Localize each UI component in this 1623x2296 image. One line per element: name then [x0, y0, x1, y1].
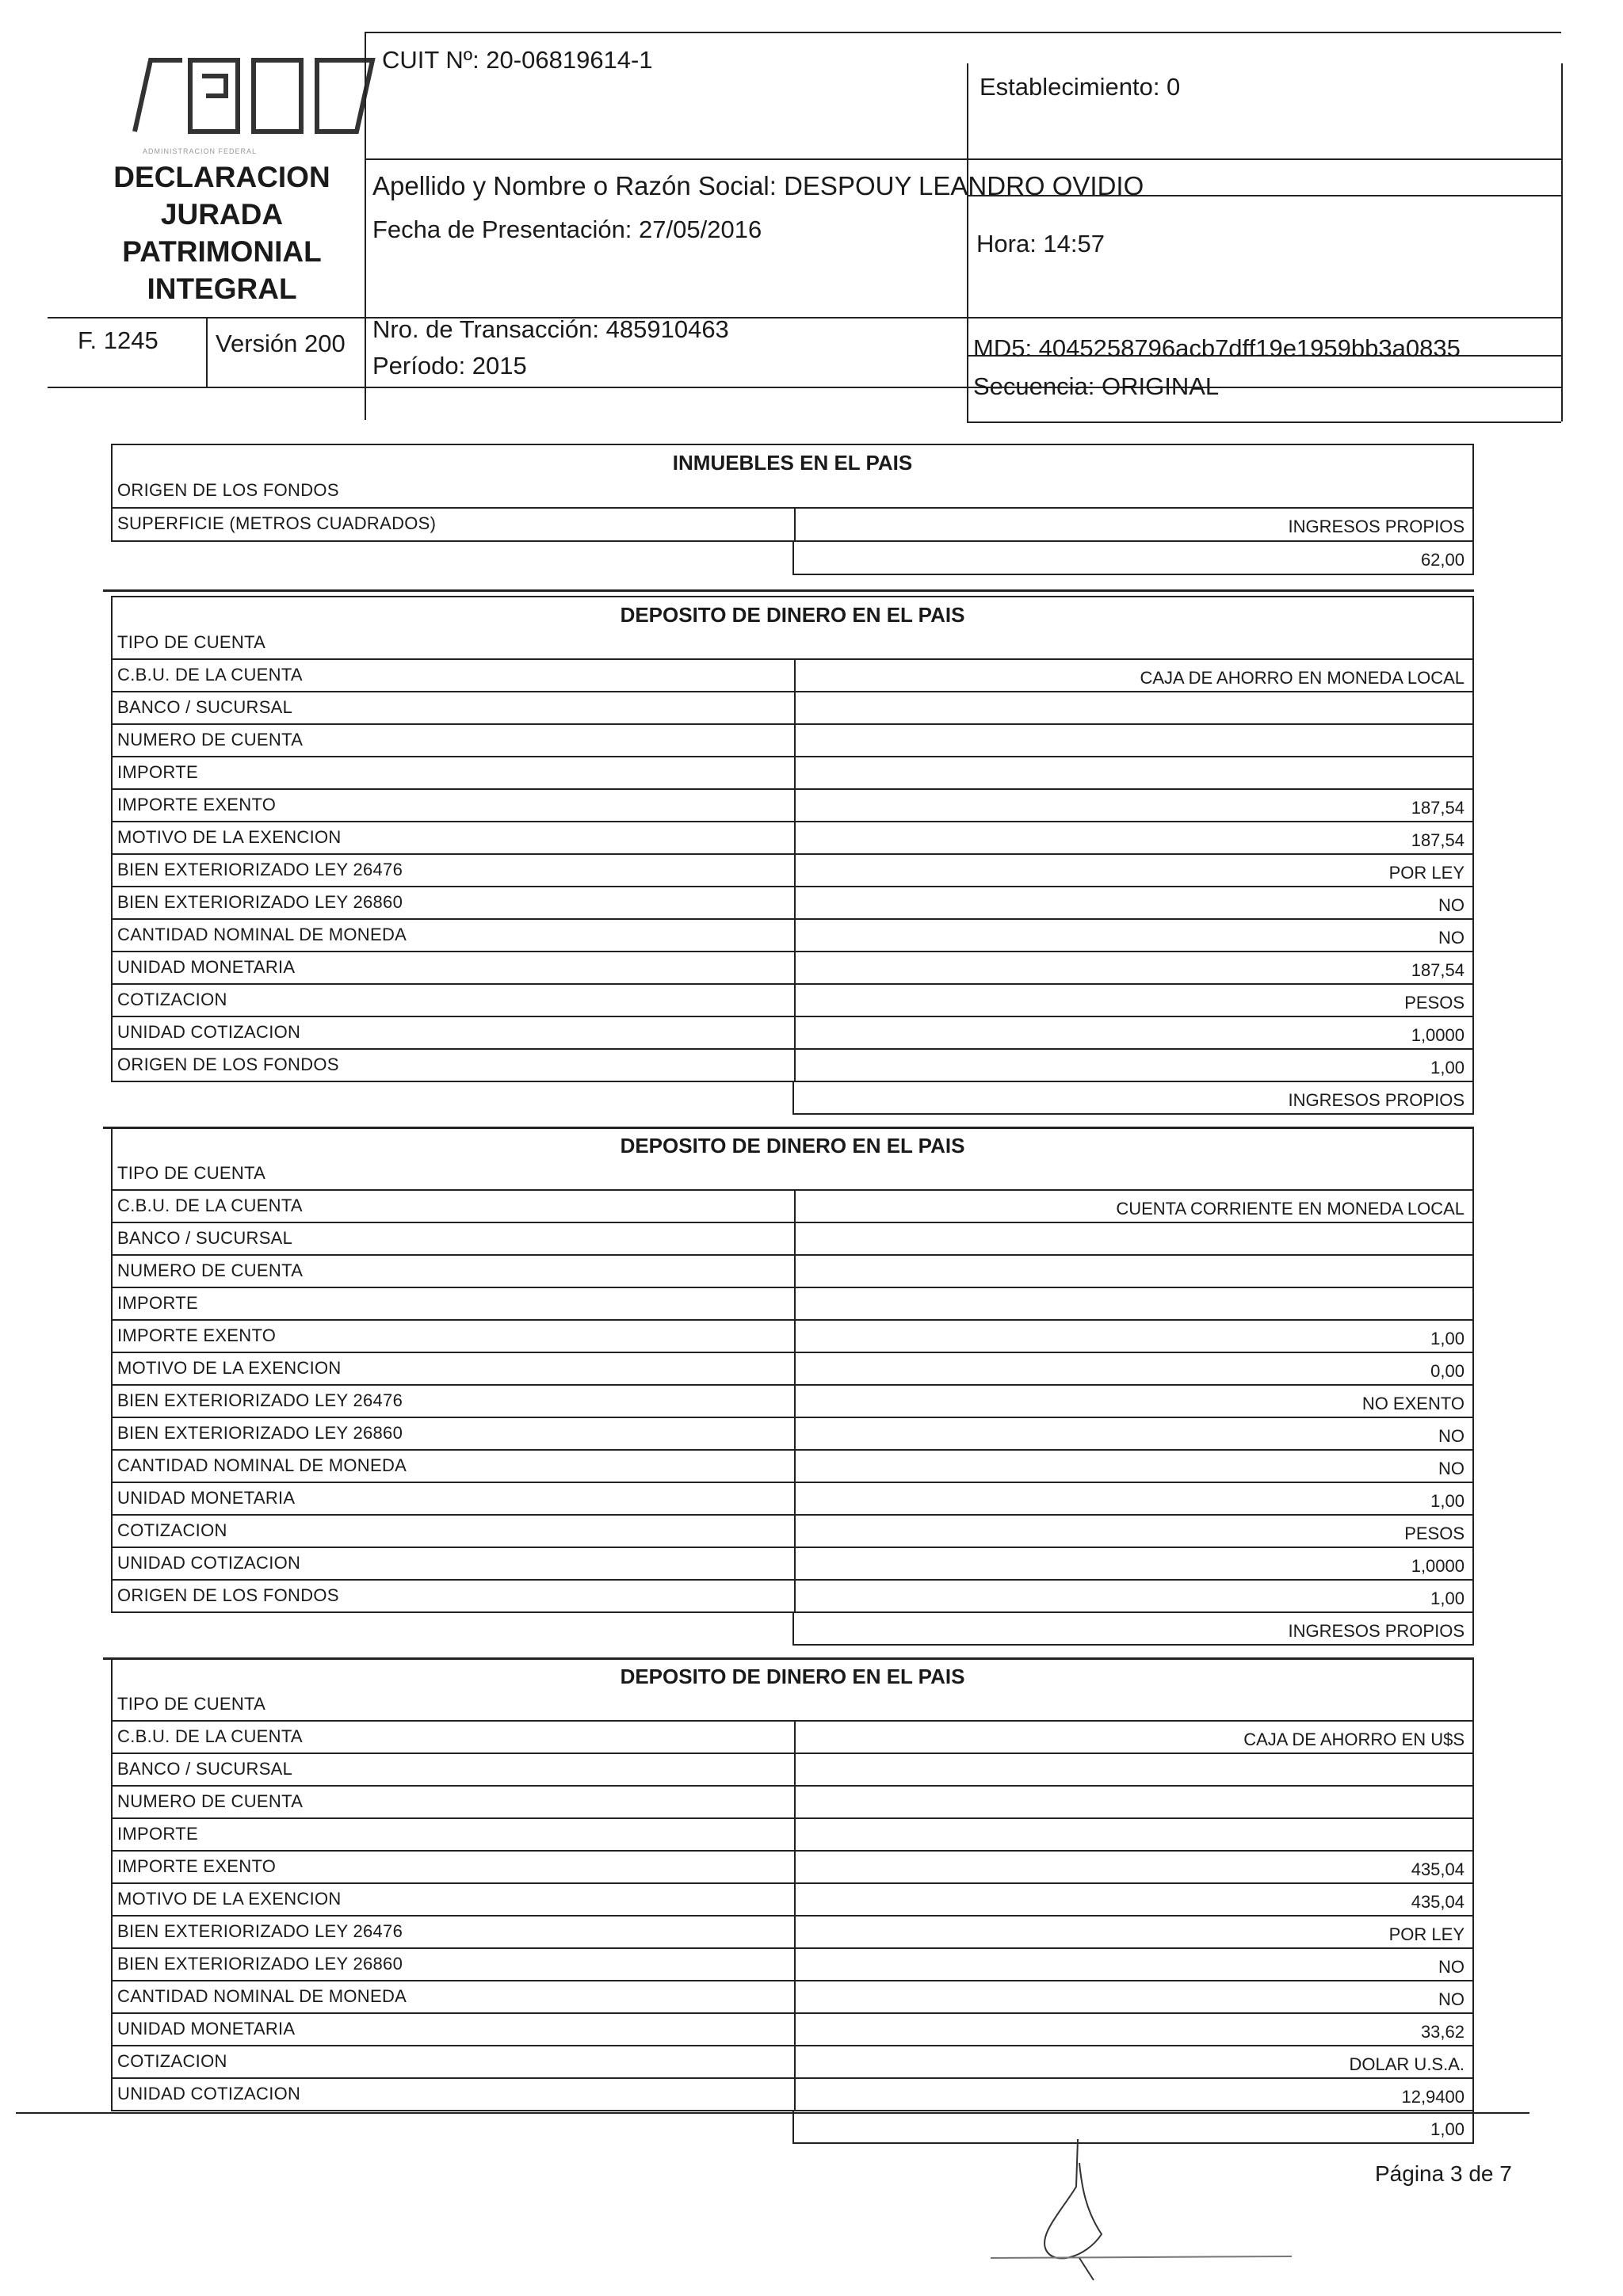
- column-divider: [794, 853, 796, 887]
- row-label: UNIDAD COTIZACION: [117, 2084, 301, 2103]
- row-label: C.B.U. DE LA CUENTA: [117, 1196, 303, 1215]
- row-value: 1,00: [1430, 1491, 1465, 1511]
- row-label: BIEN EXTERIORIZADO LEY 26860: [117, 892, 403, 912]
- table-row: [111, 1191, 1474, 1223]
- header-rule: [206, 317, 208, 387]
- table-row: [111, 757, 1474, 790]
- table-row: [111, 1819, 1474, 1852]
- header-rule: [1561, 63, 1563, 421]
- row-value: 187,54: [1411, 798, 1465, 818]
- table-row: [111, 692, 1474, 725]
- table-row: [111, 1722, 1474, 1754]
- section-title: DEPOSITO DE DINERO EN EL PAIS: [111, 596, 1474, 627]
- column-divider: [794, 2012, 796, 2046]
- row-label: COTIZACION: [117, 990, 227, 1009]
- row-value: NO: [1438, 928, 1465, 948]
- title-line: INTEGRAL: [147, 273, 297, 305]
- header-rule: [48, 387, 1561, 388]
- column-divider: [794, 1254, 796, 1288]
- row-label: IMPORTE EXENTO: [117, 1856, 277, 1876]
- table-row: [792, 1082, 1474, 1115]
- table-row: [111, 1050, 1474, 1082]
- table-row: [111, 1017, 1474, 1050]
- column-divider: [794, 1850, 796, 1884]
- section-title: INMUEBLES EN EL PAIS: [111, 444, 1474, 475]
- header-rule: [48, 317, 1561, 318]
- row-label: IMPORTE: [117, 1293, 198, 1313]
- column-divider: [794, 821, 796, 855]
- column-divider: [794, 1882, 796, 1917]
- row-value: 12,9400: [1401, 2087, 1465, 2107]
- row-label: TIPO DE CUENTA: [117, 1694, 266, 1714]
- table-row: [111, 509, 1474, 542]
- table-row: [111, 1949, 1474, 1981]
- row-label: BANCO / SUCURSAL: [117, 1228, 293, 1248]
- table-row: [111, 855, 1474, 887]
- column-divider: [794, 1980, 796, 2014]
- row-value: NO EXENTO: [1361, 1394, 1465, 1413]
- column-divider: [794, 658, 796, 692]
- table-row: [111, 2079, 1474, 2111]
- table-row: [111, 1548, 1474, 1581]
- column-divider: [794, 1817, 796, 1852]
- logo-caption: ADMINISTRACION FEDERAL: [143, 147, 258, 155]
- row-value: PESOS: [1404, 993, 1465, 1013]
- title-line: DECLARACION: [113, 161, 330, 193]
- form-version: Versión 200: [216, 330, 346, 357]
- table-row: [111, 1754, 1474, 1787]
- table-row: [111, 952, 1474, 985]
- table-row: [111, 1884, 1474, 1917]
- table-row: [111, 660, 1474, 692]
- column-divider: [794, 2045, 796, 2079]
- signature-icon: [991, 2139, 1292, 2282]
- row-value: INGRESOS PROPIOS: [1288, 1090, 1465, 1110]
- section-underline: [103, 589, 1474, 592]
- row-label: SUPERFICIE (METROS CUADRADOS): [117, 513, 437, 533]
- md5-field: MD5: 4045258796acb7dff19e1959bb3a0835: [973, 334, 1461, 362]
- row-label: ORIGEN DE LOS FONDOS: [117, 480, 339, 500]
- row-value: 1,0000: [1411, 1556, 1465, 1576]
- row-value: 62,00: [1420, 550, 1465, 570]
- row-label: UNIDAD MONETARIA: [117, 1488, 296, 1508]
- row-value: NO: [1438, 1459, 1465, 1478]
- row-value: 1,00: [1430, 1058, 1465, 1077]
- column-divider: [794, 1579, 796, 1613]
- row-label: NUMERO DE CUENTA: [117, 1791, 304, 1811]
- row-value: 1,00: [1430, 1589, 1465, 1608]
- table-row: [111, 822, 1474, 855]
- column-divider: [794, 1915, 796, 1949]
- header-rule: [967, 63, 968, 421]
- column-divider: [794, 1352, 796, 1386]
- row-value: INGRESOS PROPIOS: [1288, 517, 1465, 536]
- row-label: UNIDAD MONETARIA: [117, 2019, 296, 2039]
- header-rule: [365, 158, 1561, 160]
- table-row: [111, 920, 1474, 952]
- row-value: 435,04: [1411, 1859, 1465, 1879]
- table-row: [111, 1689, 1474, 1722]
- row-label: BIEN EXTERIORIZADO LEY 26476: [117, 1390, 403, 1410]
- razon-social-field: Apellido y Nombre o Razón Social: DESPOUY LEANDRO OVIDIO: [372, 171, 1144, 200]
- form-number: F. 1245: [78, 326, 158, 354]
- row-value: POR LEY: [1388, 1924, 1465, 1944]
- afip-logo: [127, 52, 380, 163]
- row-label: MOTIVO DE LA EXENCION: [117, 1358, 342, 1378]
- row-value: 0,00: [1430, 1361, 1465, 1381]
- document-header: [48, 32, 1561, 420]
- row-label: UNIDAD COTIZACION: [117, 1022, 301, 1042]
- column-divider: [794, 886, 796, 920]
- row-label: BIEN EXTERIORIZADO LEY 26476: [117, 860, 403, 879]
- column-divider: [794, 983, 796, 1017]
- table-row: [111, 1917, 1474, 1949]
- table-row: [111, 887, 1474, 920]
- row-label: BIEN EXTERIORIZADO LEY 26476: [117, 1921, 403, 1941]
- column-divider: [794, 1720, 796, 1754]
- header-rule: [365, 32, 1561, 33]
- column-divider: [794, 951, 796, 985]
- row-value: 33,62: [1420, 2022, 1465, 2042]
- row-value: 435,04: [1411, 1892, 1465, 1912]
- row-value: PESOS: [1404, 1524, 1465, 1543]
- column-divider: [794, 1287, 796, 1321]
- table-row: [111, 2014, 1474, 2046]
- row-label: NUMERO DE CUENTA: [117, 1261, 304, 1280]
- row-label: TIPO DE CUENTA: [117, 1163, 266, 1183]
- table-row: [792, 1613, 1474, 1646]
- column-divider: [794, 1189, 796, 1223]
- table-row: [111, 1256, 1474, 1288]
- row-label: BANCO / SUCURSAL: [117, 697, 293, 717]
- column-divider: [794, 1753, 796, 1787]
- table-row: [111, 2046, 1474, 2079]
- transaccion-field: Nro. de Transacción: 485910463: [372, 315, 729, 343]
- table-row: [111, 1451, 1474, 1483]
- column-divider: [794, 1449, 796, 1483]
- header-rule: [967, 421, 1561, 423]
- column-divider: [794, 756, 796, 790]
- column-divider: [794, 1547, 796, 1581]
- secuencia-field: Secuencia: ORIGINAL: [973, 372, 1220, 400]
- row-label: C.B.U. DE LA CUENTA: [117, 1726, 303, 1746]
- table-row: [111, 1787, 1474, 1819]
- column-divider: [794, 1016, 796, 1050]
- row-value: NO: [1438, 1957, 1465, 1977]
- table-row: [111, 627, 1474, 660]
- row-label: UNIDAD MONETARIA: [117, 957, 296, 977]
- row-label: IMPORTE: [117, 762, 198, 782]
- column-divider: [794, 1417, 796, 1451]
- table-row: [111, 1353, 1474, 1386]
- row-label: MOTIVO DE LA EXENCION: [117, 827, 342, 847]
- table-row: [111, 1223, 1474, 1256]
- document-title: [79, 158, 365, 307]
- row-label: CANTIDAD NOMINAL DE MONEDA: [117, 1986, 407, 2006]
- table-row: [111, 1516, 1474, 1548]
- column-divider: [794, 1947, 796, 1981]
- row-value: NO: [1438, 1989, 1465, 2009]
- afip-logo-icon: [127, 52, 380, 139]
- table-row: [111, 790, 1474, 822]
- column-divider: [794, 1514, 796, 1548]
- page-number: Página 3 de 7: [1375, 2161, 1512, 2186]
- column-divider: [794, 723, 796, 757]
- table-row: [111, 1418, 1474, 1451]
- row-label: ORIGEN DE LOS FONDOS: [117, 1055, 339, 1074]
- row-label: MOTIVO DE LA EXENCION: [117, 1889, 342, 1909]
- row-label: IMPORTE EXENTO: [117, 795, 277, 814]
- row-label: BIEN EXTERIORIZADO LEY 26860: [117, 1423, 403, 1443]
- column-divider: [794, 1319, 796, 1353]
- table-row: [111, 1386, 1474, 1418]
- column-divider: [794, 2077, 796, 2111]
- row-label: COTIZACION: [117, 1520, 227, 1540]
- cuit-field: CUIT Nº: 20-06819614-1: [382, 46, 653, 74]
- row-label: CANTIDAD NOMINAL DE MONEDA: [117, 925, 407, 944]
- row-value: 187,54: [1411, 830, 1465, 850]
- fecha-presentacion-field: Fecha de Presentación: 27/05/2016: [372, 215, 762, 243]
- row-label: C.B.U. DE LA CUENTA: [117, 665, 303, 685]
- table-row: [111, 1321, 1474, 1353]
- column-divider: [794, 1222, 796, 1256]
- row-label: UNIDAD COTIZACION: [117, 1553, 301, 1573]
- title-line: PATRIMONIAL: [122, 235, 322, 268]
- title-line: JURADA: [160, 198, 284, 231]
- row-value: 1,00: [1430, 1329, 1465, 1348]
- row-label: IMPORTE: [117, 1824, 198, 1844]
- row-label: TIPO DE CUENTA: [117, 632, 266, 652]
- row-value: NO: [1438, 895, 1465, 915]
- column-divider: [794, 1384, 796, 1418]
- establecimiento-field: Establecimiento: 0: [980, 73, 1181, 101]
- row-label: BANCO / SUCURSAL: [117, 1759, 293, 1779]
- hora-field: Hora: 14:57: [976, 230, 1105, 257]
- table-row: [111, 475, 1474, 509]
- section-title: DEPOSITO DE DINERO EN EL PAIS: [111, 1657, 1474, 1689]
- column-divider: [794, 1785, 796, 1819]
- row-value: 1,00: [1430, 2119, 1465, 2139]
- column-divider: [794, 507, 796, 542]
- column-divider: [794, 788, 796, 822]
- periodo-field: Período: 2015: [372, 352, 527, 379]
- row-value: 187,54: [1411, 960, 1465, 980]
- column-divider: [794, 1482, 796, 1516]
- table-row: [111, 1981, 1474, 2014]
- row-label: COTIZACION: [117, 2051, 227, 2071]
- row-label: ORIGEN DE LOS FONDOS: [117, 1585, 339, 1605]
- table-row: [111, 1158, 1474, 1191]
- table-row: [111, 985, 1474, 1017]
- row-value: NO: [1438, 1426, 1465, 1446]
- table-row: [111, 1581, 1474, 1613]
- row-value: CAJA DE AHORRO EN MONEDA LOCAL: [1140, 668, 1465, 688]
- section-title: DEPOSITO DE DINERO EN EL PAIS: [111, 1127, 1474, 1158]
- row-value: CUENTA CORRIENTE EN MONEDA LOCAL: [1116, 1199, 1465, 1219]
- table-row: [111, 1483, 1474, 1516]
- table-row: [111, 1288, 1474, 1321]
- table-row: [111, 1852, 1474, 1884]
- footer-rule: [16, 2112, 1529, 2114]
- row-value: INGRESOS PROPIOS: [1288, 1621, 1465, 1641]
- row-label: NUMERO DE CUENTA: [117, 730, 304, 749]
- row-label: CANTIDAD NOMINAL DE MONEDA: [117, 1455, 407, 1475]
- row-value: CAJA DE AHORRO EN U$S: [1243, 1730, 1465, 1749]
- row-value: POR LEY: [1388, 863, 1465, 883]
- column-divider: [794, 1048, 796, 1082]
- table-row: [792, 542, 1474, 575]
- row-label: BIEN EXTERIORIZADO LEY 26860: [117, 1954, 403, 1974]
- table-row: [111, 725, 1474, 757]
- column-divider: [794, 918, 796, 952]
- row-value: DOLAR U.S.A.: [1349, 2054, 1465, 2074]
- row-label: IMPORTE EXENTO: [117, 1325, 277, 1345]
- row-value: 1,0000: [1411, 1025, 1465, 1045]
- header-rule: [365, 32, 366, 420]
- column-divider: [794, 691, 796, 725]
